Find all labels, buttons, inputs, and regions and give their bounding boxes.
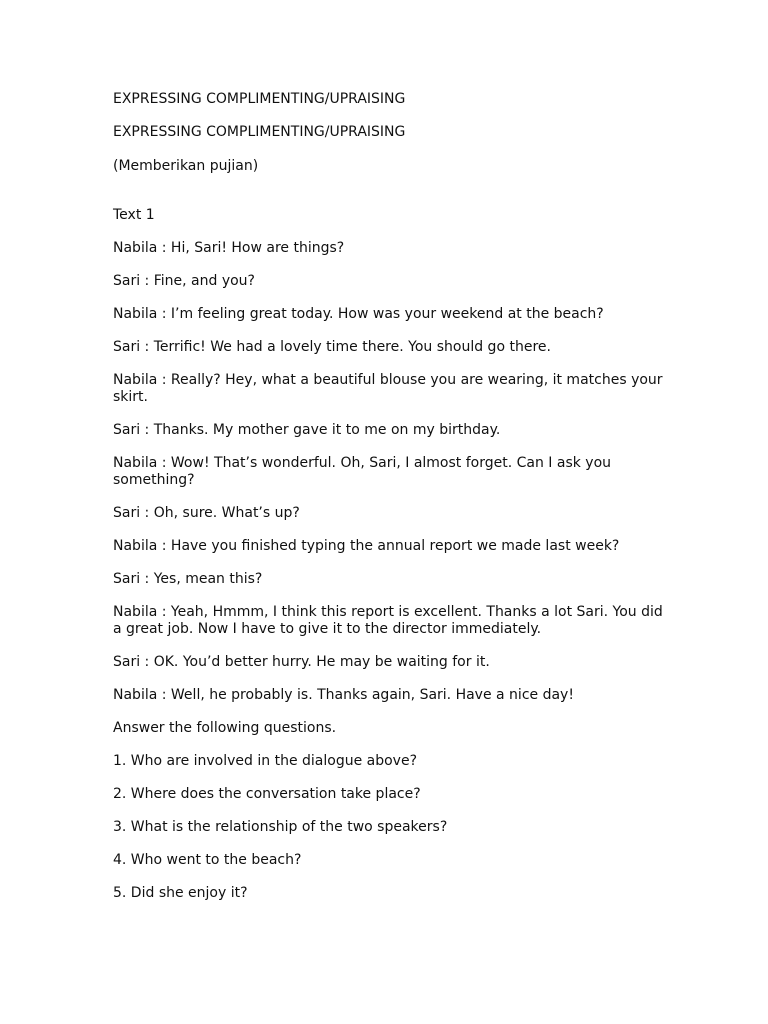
- dialogue-line: Sari : Thanks. My mother gave it to me on my birthday.: [113, 422, 501, 438]
- dialogue-line: Nabila : Have you finished typing the annual report we made last week?: [113, 538, 620, 554]
- section-label: Text 1: [113, 207, 155, 223]
- document-page: [113, 91, 673, 918]
- question-item: 1. Who are involved in the dialogue above?: [113, 753, 418, 769]
- question-item: 2. Where does the conversation take place?: [113, 786, 421, 802]
- document-subtitle: (Memberikan pujian): [113, 158, 259, 174]
- dialogue-line: Sari : Oh, sure. What’s up?: [113, 505, 300, 521]
- document-title: EXPRESSING COMPLIMENTING/UPRAISING: [113, 91, 406, 107]
- dialogue-line: Nabila : Yeah, Hmmm, I think this report is excellent. Thanks a lot Sari. You did a great job. Now I have to give it to the director immediately.: [113, 604, 663, 637]
- dialogue-line: Sari : Yes, mean this?: [113, 571, 263, 587]
- dialogue-line: Nabila : I’m feeling great today. How was your weekend at the beach?: [113, 306, 604, 322]
- question-item: 5. Did she enjoy it?: [113, 885, 248, 901]
- dialogue-line: Sari : Terrific! We had a lovely time there. You should go there.: [113, 339, 551, 355]
- dialogue-line: Nabila : Well, he probably is. Thanks again, Sari. Have a nice day!: [113, 687, 574, 703]
- dialogue-line: Nabila : Hi, Sari! How are things?: [113, 240, 345, 256]
- dialogue-line: Sari : OK. You’d better hurry. He may be waiting for it.: [113, 654, 490, 670]
- dialogue-line: Nabila : Really? Hey, what a beautiful blouse you are wearing, it matches your skirt.: [113, 372, 663, 405]
- question-item: 4. Who went to the beach?: [113, 852, 302, 868]
- question-item: 3. What is the relationship of the two speakers?: [113, 819, 448, 835]
- dialogue-line: Sari : Fine, and you?: [113, 273, 255, 289]
- instruction-text: Answer the following questions.: [113, 720, 337, 736]
- document-title-repeat: EXPRESSING COMPLIMENTING/UPRAISING: [113, 124, 406, 140]
- dialogue-line: Nabila : Wow! That’s wonderful. Oh, Sari, I almost forget. Can I ask you something?: [113, 455, 612, 488]
